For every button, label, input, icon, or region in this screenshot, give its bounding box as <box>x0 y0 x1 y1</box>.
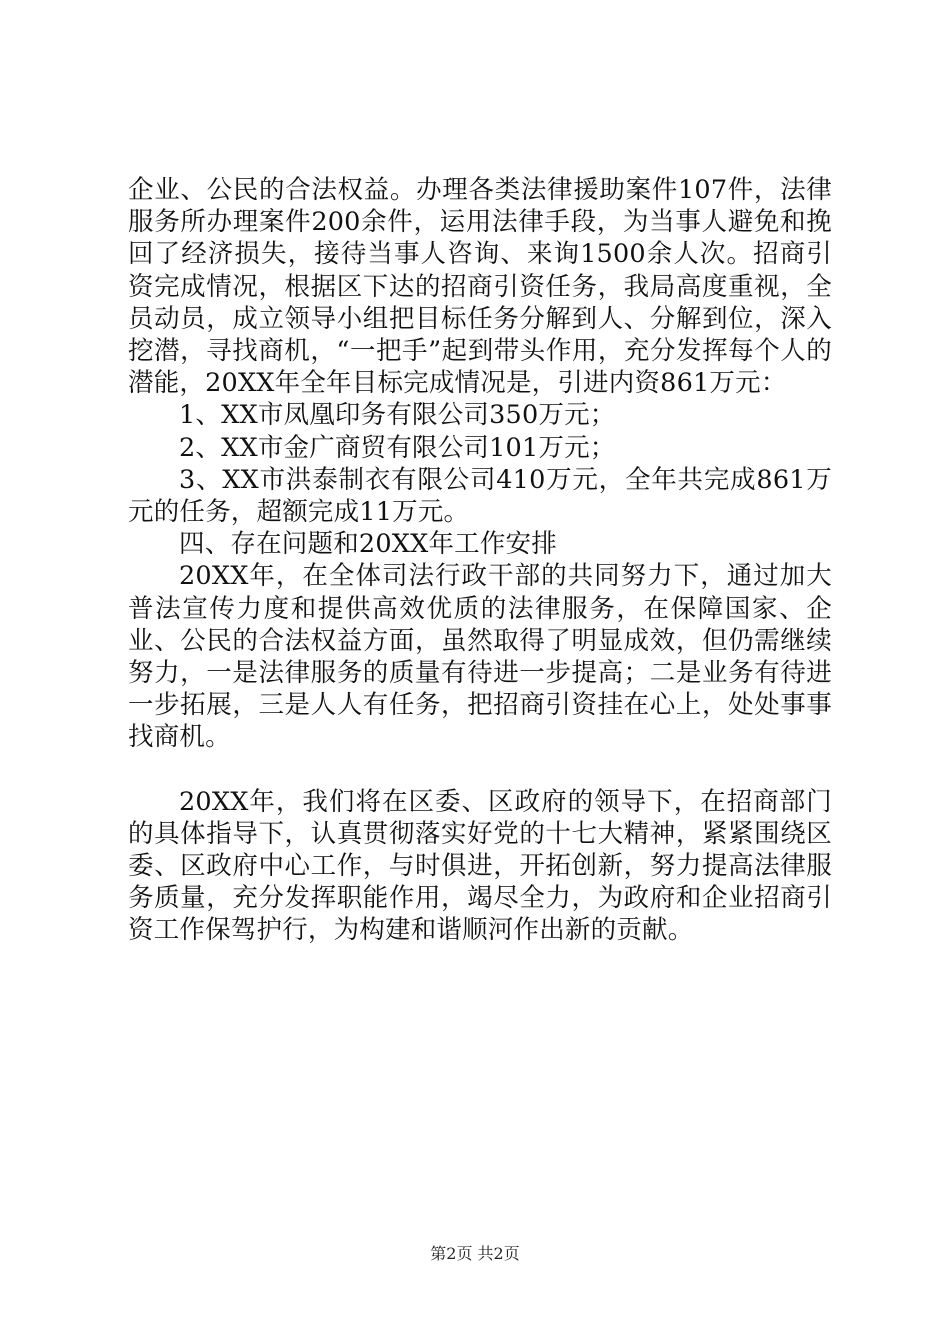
paragraph-legal-aid-and-investment: 企业、公民的合法权益。办理各类法律援助案件107件，法律服务所办理案件200余件，运用法律手段，为当事人避免和挽回了经济损失，接待当事人咨询、来询1500余人次。招商引资完成情况，根据区下达的招商引资任务，我局高度重视，全员动员，成立领导小组把目标任务分解到人、分解到位，深入挖潜，寻找商机，“一把手”起到带头作用，充分发挥每个人的潜能，20XX年全年目标完成情况是，引进内资861万元： <box>128 175 832 399</box>
list-item-fenghuang: 1、XX市凤凰印务有限公司350万元； <box>179 400 616 431</box>
document-body <box>128 174 832 947</box>
list-item-jinguang: 2、XX市金广商贸有限公司101万元； <box>179 432 616 463</box>
page-footer <box>0 1244 950 1264</box>
paragraph-problems: 20XX年，在全体司法行政干部的共同努力下，通过加大普法宣传力度和提供高效优质的法律服务，在保障国家、企业、公民的合法权益方面，虽然取得了明显成效，但仍需继续努力，一是法律服务的质量有待进一步提高；二是业务有待进一步拓展，三是人人有任务，把招商引资挂在心上，处处事事找商机。 <box>128 561 832 753</box>
section-heading-problems-and-plan: 四、存在问题和20XX年工作安排 <box>179 529 557 560</box>
page-number-label: 第2页 共2页 <box>430 1244 520 1263</box>
list-item-hongtai: 3、XX市洪泰制衣有限公司410万元，全年共完成861万元的任务，超额完成11万元。 <box>128 464 832 528</box>
paragraph-plan: 20XX年，我们将在区委、区政府的领导下，在招商部门的具体指导下，认真贯彻落实好党的十七大精神，紧紧围绕区委、区政府中心工作，与时俱进，开拓创新，努力提高法律服务质量，充分发挥职能作用，竭尽全力，为政府和企业招商引资工作保驾护行，为构建和谐顺河作出新的贡献。 <box>128 786 832 946</box>
